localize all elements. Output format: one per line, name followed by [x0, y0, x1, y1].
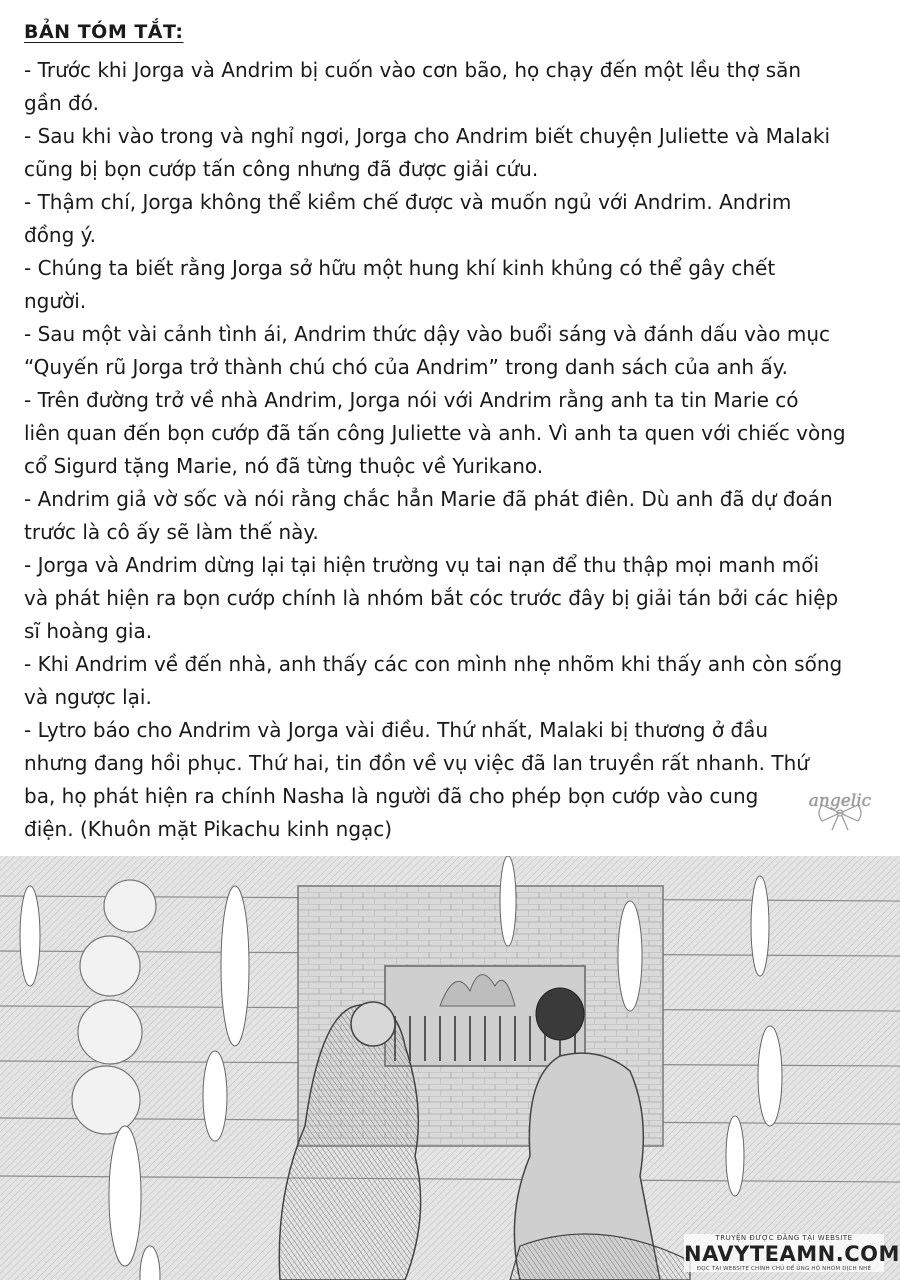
angelic-logo — [800, 785, 880, 831]
summary-line: người. — [24, 289, 87, 313]
cabin-fireplace-scene — [0, 856, 900, 1280]
summary-block — [24, 14, 884, 846]
summary-line: nhưng đang hồi phục. Thứ hai, tin đồn về vụ việc đã lan truyền rất nhanh. Thứ — [24, 751, 809, 775]
summary-line: đồng ý. — [24, 223, 97, 247]
summary-line: cổ Sigurd tặng Marie, nó đã từng thuộc về Yurikano. — [24, 454, 544, 478]
summary-title: BẢN TÓM TẮT: — [24, 21, 184, 43]
summary-line: - Thậm chí, Jorga không thể kiềm chế được và muốn ngủ với Andrim. Andrim — [24, 190, 792, 214]
summary-text — [24, 54, 884, 846]
summary-line: - Lytro báo cho Andrim và Jorga vài điều. Thứ nhất, Malaki bị thương ở đầu — [24, 718, 769, 742]
summary-line: cũng bị bọn cướp tấn công nhưng đã được giải cứu. — [24, 157, 539, 181]
summary-line: - Sau một vài cảnh tình ái, Andrim thức dậy vào buổi sáng và đánh dấu vào mục — [24, 322, 830, 346]
summary-line: trước là cô ấy sẽ làm thế này. — [24, 520, 319, 544]
summary-line: - Sau khi vào trong và nghỉ ngơi, Jorga cho Andrim biết chuyện Juliette và Malaki — [24, 124, 831, 148]
summary-line: sĩ hoàng gia. — [24, 619, 153, 643]
summary-line: - Khi Andrim về đến nhà, anh thấy các con mình nhẹ nhõm khi thấy anh còn sống — [24, 652, 843, 676]
summary-line: điện. (Khuôn mặt Pikachu kinh ngạc) — [24, 817, 393, 841]
summary-line: ba, họ phát hiện ra chính Nasha là người đã cho phép bọn cướp vào cung — [24, 784, 759, 808]
watermark-bottom-text: ĐỌC TẠI WEBSITE CHÍNH CHỦ ĐỂ ỦNG HỘ NHÓM DỊCH NHÉ — [696, 1266, 872, 1272]
site-watermark — [684, 1234, 900, 1272]
summary-line: và ngược lại. — [24, 685, 152, 709]
watermark-site-name: NAVYTEAMN.COM — [684, 1242, 900, 1266]
summary-line: - Jorga và Andrim dừng lại tại hiện trường vụ tai nạn để thu thập mọi manh mối — [24, 553, 820, 577]
summary-line: - Chúng ta biết rằng Jorga sở hữu một hung khí kinh khủng có thể gây chết — [24, 256, 776, 280]
summary-line: “Quyến rũ Jorga trở thành chú chó của Andrim” trong danh sách của anh ấy. — [24, 355, 789, 379]
summary-line: - Andrim giả vờ sốc và nói rằng chắc hẳn Marie đã phát điên. Dù anh đã dự đoán — [24, 487, 833, 511]
summary-line: và phát hiện ra bọn cướp chính là nhóm bắt cóc trước đây bị giải tán bởi các hiệp — [24, 586, 839, 610]
watermark-top-text: TRUYỆN ĐƯỢC ĐĂNG TẠI WEBSITE — [715, 1234, 853, 1242]
summary-line: liên quan đến bọn cướp đã tấn công Juliette và anh. Vì anh ta quen với chiếc vòng — [24, 421, 846, 445]
summary-line: gần đó. — [24, 91, 99, 115]
manga-illustration — [0, 856, 900, 1280]
summary-line: - Trước khi Jorga và Andrim bị cuốn vào cơn bão, họ chạy đến một lều thợ săn — [24, 58, 802, 82]
summary-line: - Trên đường trở về nhà Andrim, Jorga nói với Andrim rằng anh ta tin Marie có — [24, 388, 799, 412]
angelic-logo-text: angelic — [808, 791, 872, 811]
